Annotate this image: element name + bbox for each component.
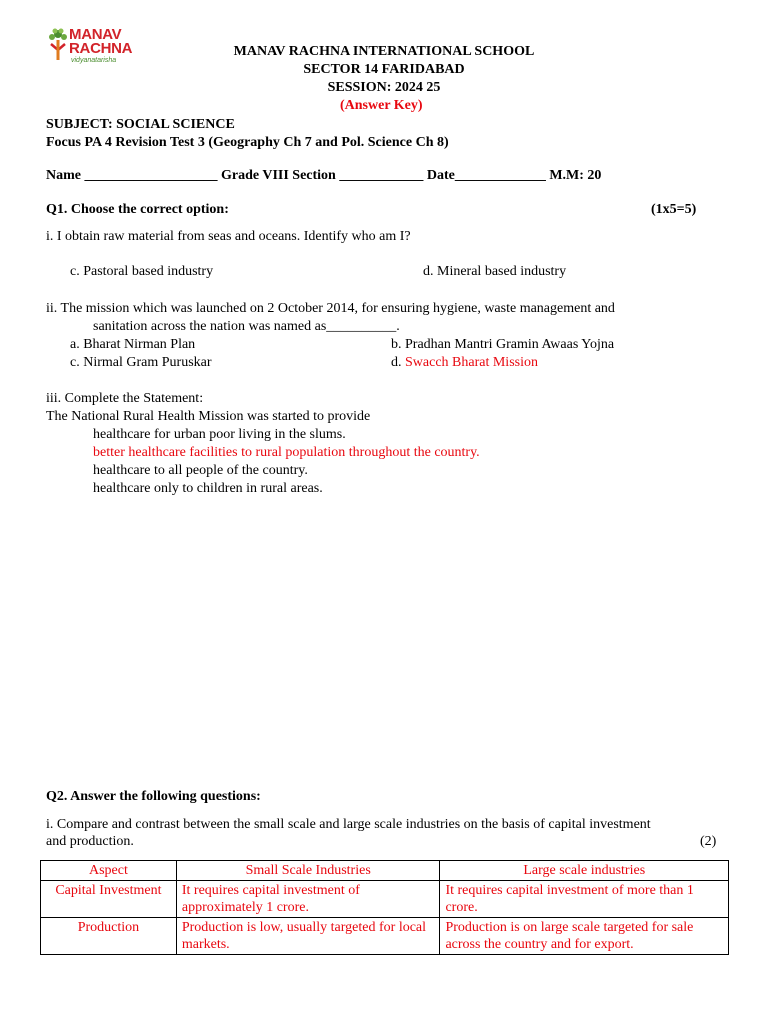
q2-i-question-line2: and production. — [46, 834, 134, 849]
q1-iii-option-4: healthcare only to children in rural areas. — [93, 481, 323, 496]
subject-line: SUBJECT: SOCIAL SCIENCE — [46, 117, 235, 132]
q1-marks: (1x5=5) — [651, 202, 697, 217]
q1-heading: Q1. Choose the correct option: — [46, 202, 229, 217]
table-cell-small: Production is low, usually targeted for local markets. — [176, 918, 440, 955]
q1-iii-heading: iii. Complete the Statement: — [46, 391, 204, 406]
table-cell-aspect: Production — [41, 918, 177, 955]
test-title: Focus PA 4 Revision Test 3 (Geography Ch 7 and Pol. Science Ch 8) — [46, 135, 449, 150]
table-header-cell: Small Scale Industries — [176, 861, 440, 881]
q1-ii-option-c: c. Nirmal Gram Puruskar — [70, 355, 212, 370]
session: SESSION: 2024 25 — [327, 80, 441, 95]
logo-text-manav: MANAV — [69, 26, 122, 43]
answer-key-label: (Answer Key) — [340, 98, 423, 113]
q1-iii-option-1: healthcare for urban poor living in the slums. — [93, 427, 346, 442]
q1-i-option-d: d. Mineral based industry — [423, 264, 567, 279]
table-cell-aspect: Capital Investment — [41, 881, 177, 918]
option-d-prefix: d. — [391, 355, 405, 370]
table-cell-large: It requires capital investment of more than 1 crore. — [440, 881, 729, 918]
q2-i-question-line1: i. Compare and contrast between the small scale and large scale industries on the basis of capital investment — [46, 817, 651, 832]
q1-ii-question-line2: sanitation across the nation was named as__________. — [93, 319, 400, 334]
school-name: MANAV RACHNA INTERNATIONAL SCHOOL — [233, 44, 535, 59]
table-row — [41, 881, 729, 918]
q2-heading: Q2. Answer the following questions: — [46, 789, 261, 804]
school-sector: SECTOR 14 FARIDABAD — [303, 62, 465, 77]
q1-i-question: i. I obtain raw material from seas and oceans. Identify who am I? — [46, 229, 411, 244]
comparison-table — [40, 860, 729, 955]
logo-tagline: vidyanatarisha — [71, 57, 117, 64]
table-cell-small: It requires capital investment of approximately 1 crore. — [176, 881, 440, 918]
q1-i-option-c: c. Pastoral based industry — [70, 264, 214, 279]
q1-iii-option-2-answer: better healthcare facilities to rural population throughout the country. — [93, 445, 480, 460]
table-header-row — [41, 861, 729, 881]
q1-ii-option-a: a. Bharat Nirman Plan — [70, 337, 196, 352]
table-header-cell: Large scale industries — [440, 861, 729, 881]
student-info-line: Name ___________________ Grade VIII Section ____________ Date_____________ M.M: 20 — [46, 168, 602, 183]
table-row — [41, 918, 729, 955]
option-d-answer: Swacch Bharat Mission — [405, 355, 538, 370]
table-header-cell: Aspect — [41, 861, 177, 881]
q1-ii-option-b: b. Pradhan Mantri Gramin Awaas Yojna — [391, 337, 615, 352]
q1-ii-question-line1: ii. The mission which was launched on 2 October 2014, for ensuring hygiene, waste management and — [46, 301, 615, 316]
q1-iii-statement: The National Rural Health Mission was started to provide — [46, 409, 371, 424]
q1-iii-option-3: healthcare to all people of the country. — [93, 463, 308, 478]
table-cell-large: Production is on large scale targeted for sale across the country and for export. — [440, 918, 729, 955]
q1-ii-option-d — [391, 354, 538, 371]
q2-i-marks: (2) — [700, 834, 717, 849]
logo-text-rachna: RACHNA — [69, 40, 133, 57]
